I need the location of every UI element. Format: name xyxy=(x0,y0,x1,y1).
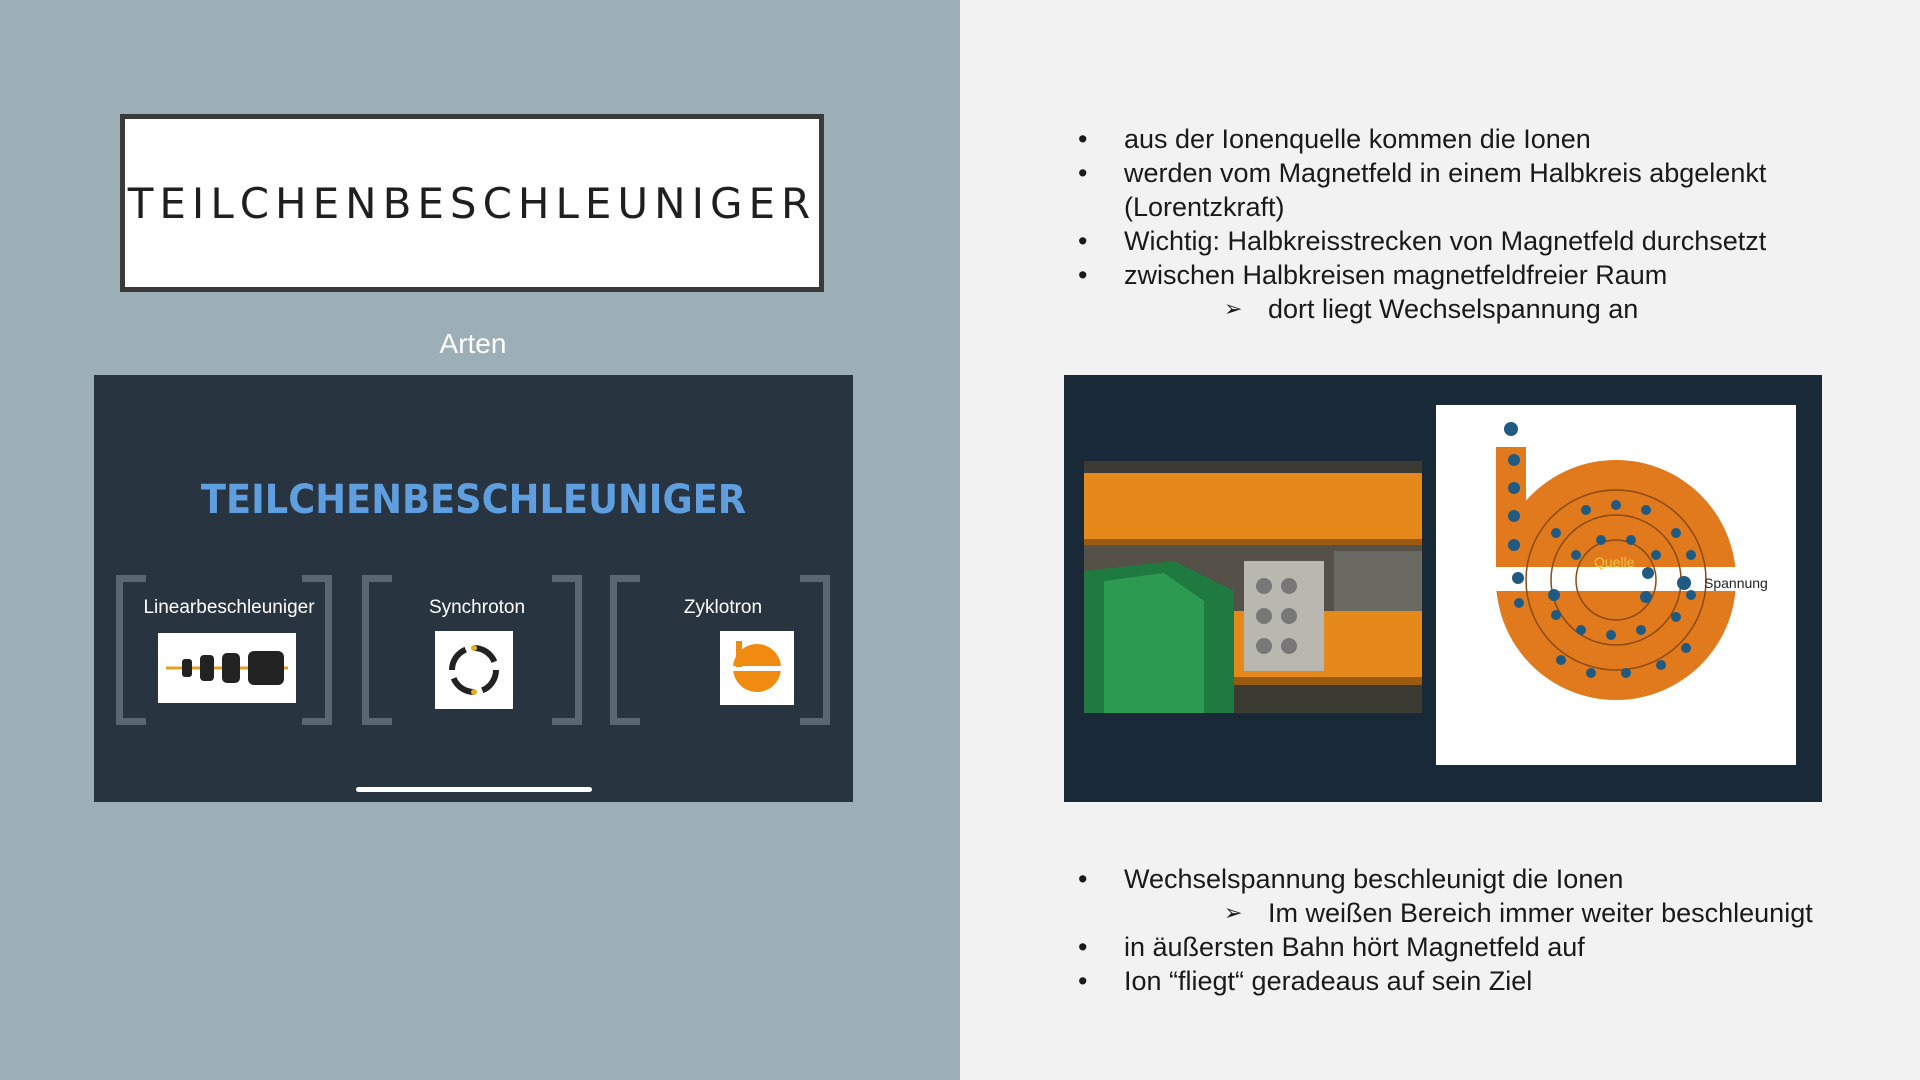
bullet-item: • in äußersten Bahn hört Magnetfeld auf xyxy=(1078,930,1813,964)
voltage-label: Spannung xyxy=(1704,575,1768,591)
bullet-item: ➢ Im weißen Bereich immer weiter beschleunigt xyxy=(1078,896,1813,930)
source-label: Quelle xyxy=(1594,554,1635,570)
bottom-bullet-list xyxy=(1078,862,1813,998)
bullet-item: • Ion “fliegt“ geradeaus auf sein Ziel xyxy=(1078,964,1813,998)
video-thumbnail-cyclotron[interactable] xyxy=(1064,375,1822,802)
bullet-item: • Wechselspannung beschleunigt die Ionen xyxy=(1078,862,1813,896)
slide-title: TEILCHENBESCHLEUNIGER xyxy=(127,178,817,228)
cyclotron-diagram xyxy=(1436,405,1796,765)
video-progress-bar[interactable] xyxy=(356,787,592,792)
subtitle: Arten xyxy=(439,328,507,359)
bullet-item: • werden vom Magnetfeld in einem Halbkreis abgelenkt xyxy=(1078,156,1766,190)
bullet-item: • zwischen Halbkreisen magnetfeldfreier Raum xyxy=(1078,258,1766,292)
bullet-item: • Wichtig: Halbkreisstrecken von Magnetfeld durchsetzt xyxy=(1078,224,1766,258)
top-bullet-list xyxy=(1078,122,1766,326)
bullet-item: (Lorentzkraft) xyxy=(1124,192,1285,222)
type-label-synchroton: Synchroton xyxy=(428,597,526,618)
type-label-linear: Linearbeschleuniger xyxy=(143,597,315,618)
linear-accelerator-icon xyxy=(158,633,296,703)
synchrotron-icon xyxy=(435,631,513,709)
video-title: TEILCHENBESCHLEUNIGER xyxy=(200,477,747,523)
video-thumbnail-types[interactable] xyxy=(94,375,853,802)
cyclotron-icon xyxy=(720,631,794,705)
cyclotron-photo xyxy=(1084,461,1422,713)
bullet-item: ➢ dort liegt Wechselspannung an xyxy=(1078,292,1766,326)
type-label-zyklotron: Zyklotron xyxy=(683,597,763,618)
bullet-item: • aus der Ionenquelle kommen die Ionen xyxy=(1078,122,1766,156)
title-box xyxy=(120,114,824,292)
